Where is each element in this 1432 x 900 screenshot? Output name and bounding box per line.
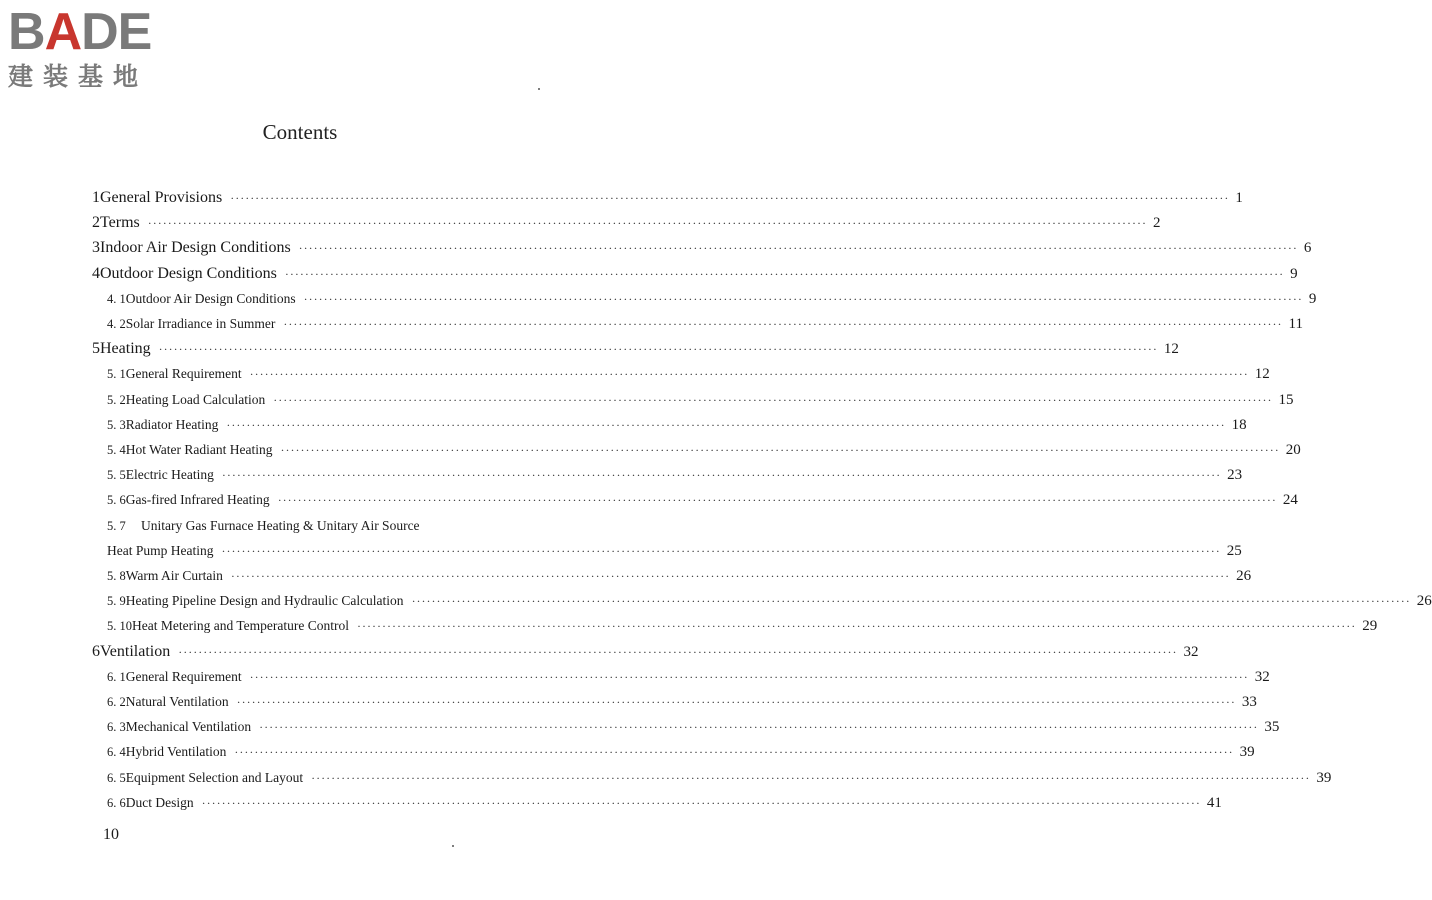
toc-entry-number: 6: [92, 642, 100, 660]
toc-entry-page: 6: [1303, 240, 1312, 257]
toc-leader-dots: ········································································································································································································: [273, 392, 1273, 407]
toc-leader-dots: ········································································································································································································: [234, 745, 1234, 760]
toc-entry-label: Hot Water Radiant Heating: [125, 442, 273, 457]
toc-entry-page: 12: [1163, 341, 1179, 358]
toc-entry-number: 5. 1: [107, 367, 126, 382]
toc-entry-label: General Requirement: [125, 668, 242, 684]
toc-entry-label: Gas-fired Infrared Heating: [125, 492, 270, 508]
toc-leader-dots: ········································································································································································································: [411, 594, 1411, 609]
toc-entry: [107, 714, 1280, 739]
toc-entry-number: 6. 6: [107, 795, 126, 810]
toc-leader-dots: ········································································································································································································: [277, 493, 1277, 508]
toc-leader-dots: ········································································································································································································: [356, 619, 1357, 634]
toc-entry-page: 9: [1308, 290, 1317, 307]
toc-entry: [92, 336, 1179, 361]
toc-entry-page: 26: [1416, 593, 1432, 610]
toc-entry: [92, 639, 1199, 664]
toc-entry-number: 4: [92, 264, 100, 282]
toc-entry-number: 5. 8: [107, 569, 126, 583]
toc-entry-label: Heating Pipeline Design and Hydraulic Calculation: [125, 593, 404, 609]
toc-entry-number: 4. 2: [107, 317, 126, 331]
toc-entry-number: 5. 3: [107, 417, 126, 432]
scan-speck: [538, 88, 540, 90]
toc-entry: [107, 412, 1247, 437]
toc-entry-number: 6. 1: [107, 669, 126, 684]
toc-entry-label: Heat Pump Heating: [107, 542, 214, 558]
toc-entry-number: 6. 4: [107, 745, 126, 760]
toc-leader-dots: ········································································································································································································: [178, 644, 1178, 659]
toc-leader-dots: ········································································································································································································: [226, 417, 1226, 432]
toc-entry-page: 29: [1362, 618, 1378, 635]
toc-leader-dots: ········································································································································································································: [298, 241, 1298, 256]
toc-entry-label: Outdoor Air Design Conditions: [125, 290, 296, 306]
toc-entry-label: Heating Load Calculation: [125, 391, 266, 407]
toc-leader-dots: ········································································································································································································: [249, 669, 1249, 684]
toc-entry-number: 5. 9: [107, 594, 126, 609]
toc-entry: [107, 765, 1332, 790]
toc-entry-page: 39: [1316, 769, 1332, 786]
toc-entry-page: 12: [1254, 366, 1270, 383]
toc-entry-page: 9: [1290, 265, 1298, 282]
toc-entry: [107, 563, 1252, 588]
toc-entry-label: Heat Metering and Temperature Control: [132, 618, 349, 634]
toc-entry-label: Warm Air Curtain: [125, 568, 223, 583]
toc-entry-label: Ventilation: [100, 642, 171, 660]
toc-entry: [107, 361, 1270, 386]
toc-entry-page: 39: [1239, 744, 1255, 761]
toc-entry: [107, 689, 1257, 714]
toc-leader-dots: ········································································································································································································: [259, 720, 1259, 735]
toc-entry-label: Duct Design: [125, 794, 194, 810]
toc-entry-number: 2: [92, 214, 100, 232]
logo-subtitle: 建装基地: [8, 62, 149, 91]
toc-entry-number: 6. 5: [107, 770, 126, 785]
toc-entry-page: 35: [1264, 719, 1280, 736]
toc-entry: [107, 513, 534, 538]
page-title: Contents: [262, 120, 338, 144]
toc-entry-number: 5. 5: [107, 468, 126, 483]
toc-entry-label: Indoor Air Design Conditions: [100, 239, 291, 257]
toc-entry-page: 20: [1285, 442, 1301, 458]
toc-entry-label: Outdoor Design Conditions: [100, 264, 277, 282]
toc-entry-label: Unitary Gas Furnace Heating & Unitary Air Source: [141, 517, 420, 533]
toc-leader-dots: ········································································································································································································: [284, 266, 1285, 281]
toc-leader-dots: ········································································································································································································: [201, 795, 1201, 810]
toc-entry-number: 6. 2: [107, 695, 126, 709]
logo-wordmark: BADE: [8, 3, 152, 61]
bade-logo: [8, 3, 178, 92]
toc-entry-label: Radiator Heating: [125, 416, 219, 432]
toc-entry: [107, 487, 1298, 512]
toc-entry: [107, 664, 1270, 689]
toc-entry-page: 32: [1183, 643, 1199, 660]
toc-entry: [92, 261, 1298, 286]
toc-entry-page: 32: [1254, 668, 1270, 685]
toc-entry-label: General Provisions: [100, 189, 223, 206]
toc-entry-page: 24: [1282, 492, 1298, 509]
toc-leader-dots: ········································································································································································································: [303, 291, 1303, 306]
toc-leader-dots: ········································································································································································································: [280, 443, 1280, 457]
toc-entry: [107, 437, 1301, 462]
page-number: 10: [103, 826, 119, 843]
toc-entry-label: Heating: [100, 340, 151, 358]
toc-leader-dots: ········································································································································································································: [236, 695, 1236, 709]
toc-entry: [107, 462, 1243, 487]
toc-entry: [92, 235, 1312, 260]
toc-entry-page: 18: [1231, 416, 1247, 433]
toc-leader-dots: ········································································································································································································: [147, 216, 1147, 231]
toc-entry: [107, 311, 1303, 336]
toc-entry-page: 11: [1288, 316, 1303, 332]
toc-entry-label: Electric Heating: [125, 467, 214, 483]
toc-entry-page: 2: [1152, 215, 1161, 232]
toc-entry-number: 5. 7: [107, 518, 126, 533]
toc-entry-number: 3: [92, 239, 100, 257]
toc-entry: [107, 613, 1378, 638]
toc-leader-dots: ········································································································································································································: [230, 569, 1231, 583]
toc-entry: [92, 210, 1161, 235]
toc-entry-label: Solar Irradiance in Summer: [125, 316, 276, 331]
toc-entry: [107, 286, 1317, 311]
toc-entry-label: General Requirement: [125, 366, 242, 382]
toc-leader-dots: ········································································································································································································: [249, 367, 1249, 382]
toc-entry-number: 6. 3: [107, 720, 126, 735]
toc-entry-page: 33: [1241, 694, 1257, 710]
toc-entry-page: 1: [1235, 190, 1243, 206]
toc-entry-number: 5. 6: [107, 493, 126, 508]
toc-leader-dots: ········································································································································································································: [311, 770, 1311, 785]
toc-entry: [107, 739, 1255, 764]
toc-leader-dots: ········································································································································································································: [158, 342, 1158, 357]
toc-entry-number: 5. 4: [107, 443, 126, 457]
toc-entry-label: Mechanical Ventilation: [125, 719, 252, 735]
toc-entry-number: 4. 1: [107, 291, 126, 306]
scan-speck: [452, 845, 454, 847]
toc-leader-dots: ········································································································································································································: [221, 468, 1222, 483]
toc-leader-dots: ········································································································································································································: [283, 317, 1283, 331]
toc-entry-number: 5. 10: [107, 619, 132, 634]
toc-entry: [107, 790, 1222, 815]
toc-entry-label: Terms: [100, 214, 140, 232]
toc-entry-page: 26: [1236, 568, 1252, 584]
toc-entry-label: Hybrid Ventilation: [125, 744, 227, 760]
toc-leader-dots: ········································································································································································································: [221, 543, 1221, 558]
toc-entry-label: Natural Ventilation: [125, 694, 229, 709]
toc-entry: [107, 588, 1432, 613]
toc-leader-dots: ········································································································································································································: [230, 191, 1230, 205]
toc-entry-page: 15: [1278, 391, 1294, 408]
toc-entry: [107, 387, 1294, 412]
toc-entry-label: Equipment Selection and Layout: [125, 769, 304, 785]
toc-entry-number: 5. 2: [107, 392, 126, 407]
toc-entry-number: 1: [92, 189, 100, 206]
toc-entry-number: 5: [92, 340, 100, 358]
toc-entry-page: 23: [1227, 467, 1243, 484]
toc-entry-page: 25: [1226, 542, 1242, 559]
toc-entry-page: 41: [1206, 794, 1222, 811]
toc-entry: [107, 538, 1242, 563]
toc-entry: [92, 185, 1243, 210]
